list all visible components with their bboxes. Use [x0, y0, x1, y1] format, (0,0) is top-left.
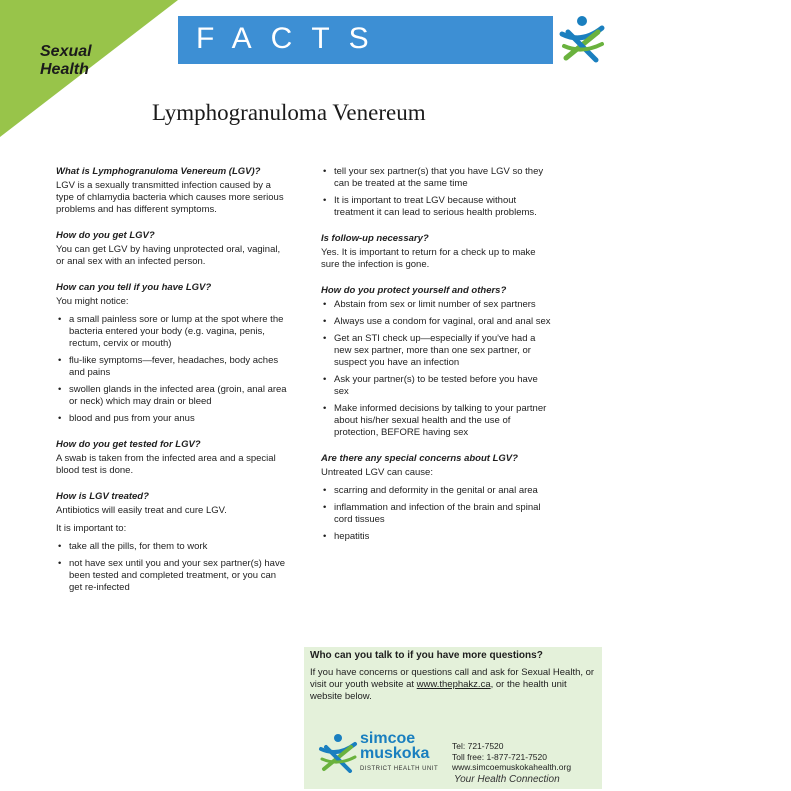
badge-line2: Health: [40, 61, 89, 78]
badge-line1: Sexual: [40, 43, 92, 60]
right-column: [321, 166, 553, 557]
list-item: • Ask your partner(s) to be tested before you have sex: [321, 374, 553, 398]
list-item: • Always use a condom for vaginal, oral and anal sex: [321, 316, 553, 328]
youth-website-link[interactable]: www.thephakz.ca: [416, 679, 491, 690]
list-item: • take all the pills, for them to work: [56, 541, 288, 553]
brand-muskoka: muskoka: [360, 745, 430, 762]
simcoe-muskoka-logo-icon: [318, 733, 358, 773]
list-item: • Make informed decisions by talking to your partner about his/her sexual health and the use of protection, BEFORE having sex: [321, 403, 553, 439]
concerns-list: [321, 485, 553, 543]
contact-text-before: If you have concerns or questions call and ask for Sexual Health, or visit our youth website at: [310, 667, 595, 690]
contact-title: Who can you talk to if you have more questions?: [310, 650, 543, 661]
question-how-tell: How can you tell if you have LGV?: [56, 282, 212, 293]
answer-special-concerns: Untreated LGV can cause:: [321, 467, 433, 478]
treatment-list: [56, 541, 288, 594]
question-follow-up: Is follow-up necessary?: [321, 233, 429, 244]
contact-text-after: , or the health unit website below.: [310, 679, 567, 702]
list-item: • Get an STI check up—especially if you've had a new sex partner, more than one sex partner, or suspect you have an infection: [321, 333, 553, 369]
toll-free-number: Toll free: 1-877-721-7520: [452, 751, 547, 762]
answer-treated: Antibiotics will easily treat and cure LGV.: [56, 505, 227, 516]
list-item: • It is important to treat LGV because without treatment it can lead to serious health problems.: [321, 195, 553, 219]
tagline: Your Health Connection: [454, 774, 560, 785]
list-item: • scarring and deformity in the genital or anal area: [321, 485, 553, 497]
list-item: • blood and pus from your anus: [56, 413, 288, 425]
contact-text: [310, 667, 598, 703]
people-logo-icon: [558, 14, 606, 64]
answer-tested: A swab is taken from the infected area and a special blood test is done.: [56, 453, 276, 476]
list-item: • hepatitis: [321, 531, 553, 543]
answer-follow-up: Yes. It is important to return for a check up to make sure the infection is gone.: [321, 247, 536, 270]
question-how-get-lgv: How do you get LGV?: [56, 230, 155, 241]
phone-block: [452, 741, 571, 773]
answer-treated-important: It is important to:: [56, 523, 127, 534]
list-item: • Abstain from sex or limit number of sex partners: [321, 299, 553, 311]
answer-how-get-lgv: You can get LGV by having unprotected oral, vaginal, or anal sex with an infected person.: [56, 244, 281, 267]
question-protect: How do you protect yourself and others?: [321, 285, 507, 296]
question-treated: How is LGV treated?: [56, 491, 149, 502]
left-column: [56, 166, 288, 608]
contact-box: [304, 647, 602, 789]
question-tested: How do you get tested for LGV?: [56, 439, 201, 450]
list-item: • a small painless sore or lump at the spot where the bacteria entered your body (e.g. vagina, penis, rectum, cervix or mouth): [56, 314, 288, 350]
health-unit-website[interactable]: www.simcoemuskokahealth.org: [452, 762, 572, 772]
symptoms-list: [56, 314, 288, 425]
continued-treatment-list: [321, 166, 553, 219]
answer-how-tell: You might notice:: [56, 296, 129, 307]
sexual-health-badge: [40, 43, 130, 79]
phone-number: Tel: 721-7520: [452, 741, 504, 751]
list-item: • tell your sex partner(s) that you have LGV so they can be treated at the same time: [321, 166, 553, 190]
brand-subtitle: DISTRICT HEALTH UNIT: [360, 766, 439, 772]
list-item: • flu-like symptoms—fever, headaches, body aches and pains: [56, 355, 288, 379]
question-what-is-lgv: What is Lymphogranuloma Venereum (LGV)?: [56, 166, 261, 177]
brand-simcoe: simcoe: [360, 730, 416, 747]
list-item: • swollen glands in the infected area (groin, anal area or neck) which may drain or bleed: [56, 384, 288, 408]
document-title: Lymphogranuloma Venereum: [152, 100, 426, 125]
protection-list: [321, 299, 553, 439]
list-item: • not have sex until you and your sex partner(s) have been tested and completed treatment, or you can get re-infected: [56, 558, 288, 594]
list-item: • inflammation and infection of the brain and spinal cord tissues: [321, 502, 553, 526]
answer-what-is-lgv: LGV is a sexually transmitted infection caused by a type of chlamydia bacteria which causes more serious problems and has different symptoms.: [56, 180, 284, 215]
question-special-concerns: Are there any special concerns about LGV?: [321, 453, 518, 464]
facts-title: FACTS: [196, 22, 388, 55]
